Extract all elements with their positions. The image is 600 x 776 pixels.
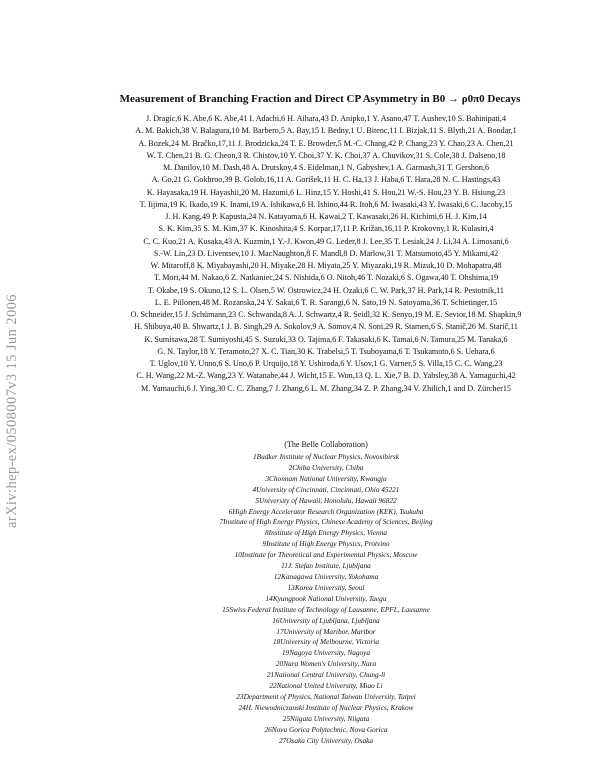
- author-line: W. T. Chen,21 B. G. Cheon,3 R. Chistov,10 Y. Choi,37 Y. K. Choi,37 A. Chuvikov,31 S. Cole,38 J. Dalseno,18: [146, 150, 506, 160]
- author-line: T. Mori,44 M. Nakao,6 Z. Natkaniec,24 S. Nishida,6 O. Nitoh,46 T. Nozaki,6 S. Ogawa,40 T. Ohshima,19: [153, 273, 499, 283]
- author-line: T. Okabe,19 S. Okuno,12 S. L. Olsen,5 W. Ostrowicz,24 H. Ozaki,6 C. W. Park,37 H. Park,14 R. Pestotnik,11: [148, 285, 504, 295]
- author-line: K. Hayasaka,19 H. Hayashii,20 M. Hazumi,6 L. Hinz,15 Y. Hoshi,41 S. Hou,21 W.-S. Hou,23 Y. B. Hsiung,23: [146, 187, 506, 197]
- institution-item: 9Institute of High Energy Physics, Protvino: [262, 539, 390, 549]
- author-line: H. Shibuya,40 B. Shwartz,1 J. B. Singh,29 A. Sokolov,9 A. Somov,4 N. Soni,29 R. Stamen,6 S. Stanič,26 M. Starič,11: [134, 322, 518, 332]
- institution-item: 18University of Melbourne, Victoria: [272, 637, 380, 647]
- author-line: C. H. Wang,22 M.-Z. Wang,23 Y. Watanabe,44 J. Wicht,15 E. Won,13 Q. L. Xie,7 B. D. Yabsley,38 A. Yamaguchi,42: [136, 371, 516, 381]
- institution-item: 6High Energy Accelerator Research Organization (KEK), Tsukuba: [228, 506, 424, 516]
- author-line: C. C. Kuo,21 A. Kusaka,43 A. Kuzmin,1 Y.-J. Kwon,49 G. Leder,8 J. Lee,35 T. Lesiak,24 J. Li,34 A. Limosani,6: [143, 236, 509, 246]
- author-line: S. K. Kim,35 S. M. Kim,37 K. Kinoshita,4 S. Korpar,17,11 P. Križan,16,11 P. Krokovny,1 R. Kulasiri,4: [158, 224, 494, 234]
- paper-title: Measurement of Branching Fraction and Direct CP Asymmetry in B0 → ρ0π0 Decays: [119, 93, 521, 105]
- institution-item: 3Chonnam National University, Kwangju: [265, 473, 387, 483]
- institution-item: 21National Central University, Chung-li: [266, 670, 386, 680]
- institution-item: 2Chiba University, Chiba: [288, 462, 364, 472]
- author-line: K. Sumisawa,28 T. Sumiyoshi,45 S. Suzuki,33 O. Tajima,6 F. Takasaki,6 K. Tamai,6 N. Tamura,25 M. Tanaka,6: [144, 334, 508, 344]
- institution-item: 14Kyungpook National University, Taegu: [265, 593, 387, 603]
- author-line: J. Dragic,6 K. Abe,6 K. Abe,41 I. Adachi,6 H. Aihara,43 D. Anipko,1 Y. Asano,47 T. Aushev,10 S. Bahinipati,4: [146, 114, 506, 123]
- collaboration-name: (The Belle Collaboration): [284, 440, 368, 449]
- author-line: L. E. Piilonen,48 M. Rozanska,24 Y. Sakai,6 T. R. Sarangi,6 N. Sato,19 N. Satoyama,36 T. Schietinger,15: [154, 297, 498, 307]
- institution-item: 20Nara Women's University, Nara: [275, 659, 377, 669]
- author-line: W. Mitaroff,8 K. Miyabayashi,20 H. Miyake,28 H. Miyata,25 Y. Miyazaki,19 R. Mizuk,10 D. Mohapatra,48: [150, 261, 502, 270]
- author-line: T. Iijima,19 K. Ikado,19 K. Inami,19 A. Ishikawa,6 H. Ishino,44 R. Itoh,6 M. Iwasaki,43 Y. Iwasaki,6 C. Jacoby,15: [139, 199, 513, 209]
- author-line: A. M. Bakich,38 V. Balagura,10 M. Barbero,5 A. Bay,15 I. Bedny,1 U. Bitenc,11 I. Bizjak,11 S. Blyth,21 A. Bondar,1: [135, 126, 517, 136]
- institution-item: 22National United University, Miao Li: [269, 681, 383, 691]
- institution-item: 19Nagoya University, Nagoya: [281, 648, 371, 658]
- institution-item: 10Institute for Theoretical and Experimental Physics, Moscow: [234, 550, 418, 560]
- institution-item: 17University of Maribor, Maribor: [276, 626, 376, 636]
- author-list: [60, 113, 592, 395]
- institution-item: 13Korea University, Seoul: [287, 582, 365, 592]
- institution-item: 7Institute of High Energy Physics, Chinese Academy of Sciences, Beijing: [219, 517, 433, 527]
- institution-item: 25Niigata University, Niigata: [282, 713, 370, 723]
- author-line: O. Schneider,15 J. Schümann,23 C. Schwanda,8 A. J. Schwartz,4 R. Seidl,32 K. Senyo,19 M. E. Sevior,18 M. Shapkin,9: [130, 310, 522, 319]
- institution-item: 5University of Hawaii, Honolulu, Hawaii 96822: [255, 495, 397, 505]
- institution-item: 26Nova Gorica Polytechnic, Nova Gorica: [264, 724, 388, 734]
- arxiv-identifier: arXiv:hep-ex/0508007v3 15 Jun 2006: [4, 294, 20, 528]
- author-line: J. H. Kang,49 P. Kapusta,24 N. Katayama,6 H. Kawai,2 T. Kawasaki,26 H. Kichimi,6 H. J. Kim,14: [165, 212, 487, 221]
- institution-list: [60, 452, 592, 746]
- institution-item: 15Swiss Federal Institute of Technology of Lausanne, EPFL, Lausanne: [222, 604, 430, 614]
- author-line: T. Uglov,10 Y. Unno,6 S. Uno,6 P. Urquijo,18 Y. Ushiroda,6 Y. Usov,1 G. Varner,5 S. Villa,15 C. C. Wang,23: [149, 359, 503, 368]
- institution-item: 24H. Niewodniczanski Institute of Nuclear Physics, Krakow: [238, 702, 414, 712]
- author-line: S.-W. Lin,23 D. Liventsev,10 J. MacNaughton,8 F. Mandl,8 D. Marlow,31 T. Matsumoto,45 Y. Mikami,42: [153, 248, 499, 258]
- institution-item: 12Kanagawa University, Yokohama: [273, 571, 379, 581]
- author-line: M. Danilov,10 M. Dash,48 A. Drutskoy,4 S. Eidelman,1 N. Gabyshev,1 A. Garmash,31 T. Gershon,6: [162, 163, 490, 172]
- institution-item: 27Osaka City University, Osaka: [278, 735, 374, 745]
- author-line: A. Go,21 G. Gokhroo,39 B. Golob,16,11 A. Gorišek,11 H. C. Ha,13 J. Haba,6 T. Hara,28 N. C. Hastings,43: [151, 175, 501, 185]
- author-line: A. Bozek,24 M. Bračko,17,11 J. Brodzicka,24 T. E. Browder,5 M.-C. Chang,42 P. Chang,23 Y. Chao,23 A. Chen,21: [138, 138, 514, 148]
- author-line: M. Yamauchi,6 J. Ying,30 C. C. Zhang,7 J. Zhang,6 L. M. Zhang,34 Z. P. Zhang,34 V. Zhilich,1 and D. Zürcher15: [141, 383, 511, 393]
- institution-item: 8Institute of High Energy Physics, Vienna: [265, 528, 387, 538]
- institution-item: 16University of Ljubljana, Ljubljana: [272, 615, 380, 625]
- institution-item: 11J. Stefan Institute, Ljubljana: [281, 561, 371, 571]
- institution-item: 23Department of Physics, National Taiwan University, Taipei: [236, 691, 416, 701]
- institution-item: 1Budker Institute of Nuclear Physics, Novosibirsk: [253, 452, 399, 461]
- author-line: G. N. Taylor,18 Y. Teramoto,27 X. C. Tian,30 K. Trabelsi,5 T. Tsuboyama,6 T. Tsukamoto,6 S. Uehara,6: [157, 346, 495, 356]
- institution-item: 4University of Cincinnati, Cincinnati, Ohio 45221: [252, 484, 400, 494]
